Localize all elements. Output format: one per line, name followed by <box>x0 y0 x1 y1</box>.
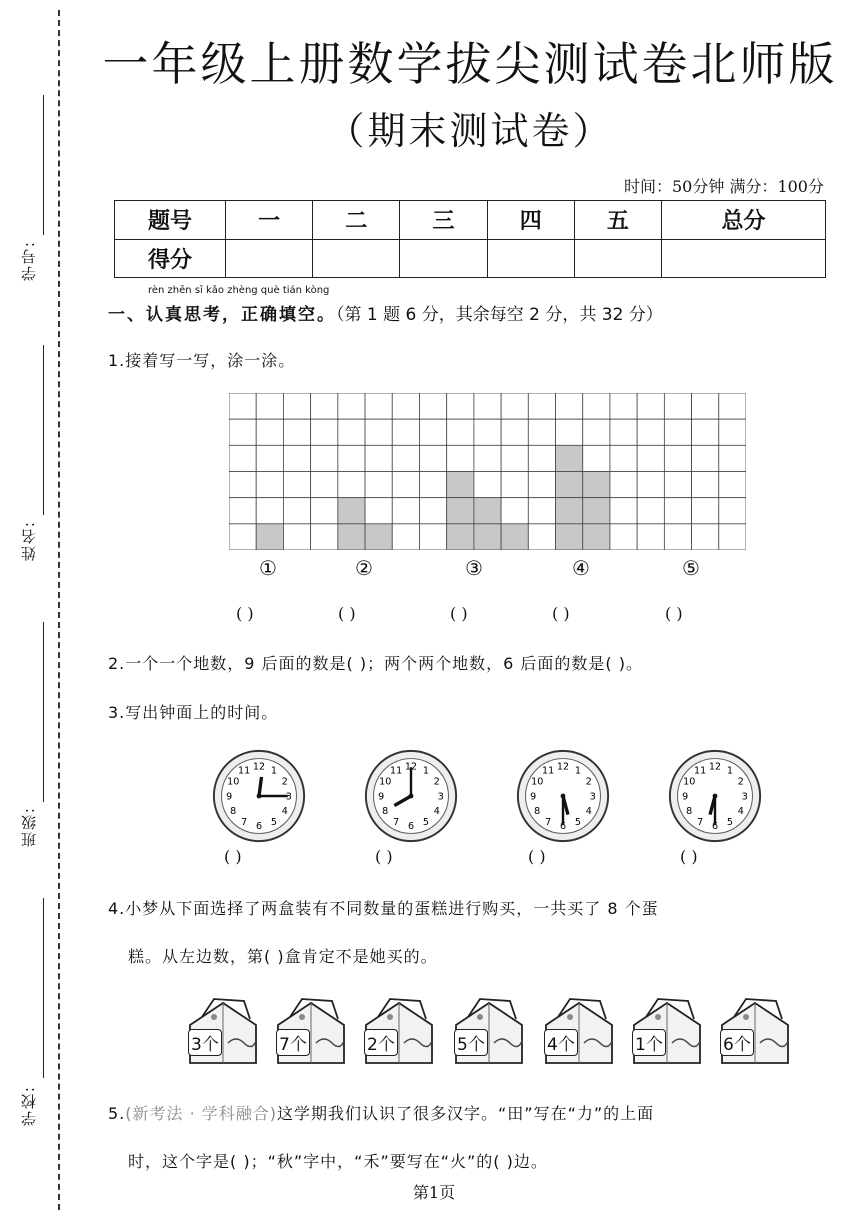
grid-cell <box>419 524 446 550</box>
grid-cell <box>338 393 365 419</box>
name-label: 姓名: <box>20 520 38 562</box>
box-emblem <box>299 1014 305 1020</box>
grid-cell-shaded <box>556 445 583 471</box>
exam-meta: 时间：50分钟 满分：100分 <box>624 177 824 196</box>
grid-cell-shaded <box>583 472 610 498</box>
grid-cell <box>610 445 637 471</box>
grid-cell <box>664 524 691 550</box>
answer-blank[interactable]: ( ) <box>680 847 698 866</box>
grid-cell <box>256 498 283 524</box>
grid-cell <box>583 419 610 445</box>
clock-numeral: 4 <box>585 806 592 818</box>
section-note: （第 1 题 6 分，其余每空 2 分，共 32 分） <box>336 305 663 325</box>
answer-blank[interactable]: ( ) <box>528 847 546 866</box>
grid-cell <box>392 498 419 524</box>
grid-cell <box>528 524 555 550</box>
grid-cell <box>229 419 256 445</box>
clock-numeral: 5 <box>574 817 581 829</box>
clock-numeral: 1 <box>270 765 277 777</box>
student-no-rule <box>43 95 44 235</box>
grid-cell-shaded <box>338 524 365 550</box>
class-rule <box>43 622 44 802</box>
answer-blank[interactable]: ( ) <box>224 847 242 866</box>
grid-cell <box>283 524 310 550</box>
grid-cell <box>365 472 392 498</box>
grid-cell <box>583 445 610 471</box>
clock-numeral: 1 <box>422 765 429 777</box>
grid-cell <box>664 498 691 524</box>
cake-count-label: 3个 <box>188 1029 222 1056</box>
grid-cell <box>419 445 446 471</box>
school-rule <box>43 898 44 1078</box>
grid-cell <box>311 445 338 471</box>
grid-cell <box>664 445 691 471</box>
grid-cell <box>528 472 555 498</box>
box-emblem <box>211 1014 217 1020</box>
grid-cell-shaded <box>365 524 392 550</box>
score-header-cell: 总分 <box>662 201 826 240</box>
grid-cell <box>610 393 637 419</box>
score-input-cell[interactable] <box>400 239 487 278</box>
clock-numeral: 6 <box>559 821 567 833</box>
student-no-label: 学号: <box>20 240 38 282</box>
clock-numeral: 10 <box>531 776 544 788</box>
grid-cell <box>610 498 637 524</box>
grid-cell <box>692 524 719 550</box>
grid-cell <box>692 393 719 419</box>
clock-numeral: 1 <box>726 765 733 777</box>
clock-numeral: 3 <box>285 791 292 803</box>
grid-cell <box>692 472 719 498</box>
grid-label: ② <box>355 556 373 580</box>
grid-cell <box>229 445 256 471</box>
page-title: 一年级上册数学拔尖测试卷北师版 <box>102 37 838 91</box>
grid-cell <box>365 445 392 471</box>
clock-numeral: 3 <box>437 791 444 803</box>
clock-center <box>257 794 262 799</box>
grid-label: ① <box>259 556 277 580</box>
score-table-score-row <box>115 239 826 278</box>
clock-numeral: 2 <box>737 776 744 788</box>
grid-cell <box>392 419 419 445</box>
cake-count-label: 6个 <box>720 1029 754 1056</box>
score-header-cell: 四 <box>487 201 574 240</box>
clock-numeral: 8 <box>686 806 693 818</box>
grid-cell <box>229 393 256 419</box>
grid-cell <box>637 524 664 550</box>
grid-cell <box>501 472 528 498</box>
question-5-line-1 <box>108 1101 654 1124</box>
clock-numeral: 5 <box>422 817 429 829</box>
box-emblem <box>655 1014 661 1020</box>
grid-cell <box>501 445 528 471</box>
clock-numeral: 3 <box>589 791 596 803</box>
grid-cell <box>392 393 419 419</box>
box-emblem <box>743 1014 749 1020</box>
grid-cell <box>419 419 446 445</box>
grid-cell <box>664 472 691 498</box>
grid-cell-shaded <box>256 524 283 550</box>
cake-count-label: 5个 <box>454 1029 488 1056</box>
grid-cell <box>365 419 392 445</box>
score-input-cell[interactable] <box>226 239 313 278</box>
grid-cell <box>719 498 746 524</box>
grid-cell-shaded <box>583 524 610 550</box>
grid-cell <box>610 472 637 498</box>
clock-numeral: 5 <box>270 817 277 829</box>
grid-label: ③ <box>465 556 483 580</box>
clock-numeral: 1 <box>574 765 581 777</box>
grid-cell <box>256 472 283 498</box>
clock-numeral: 4 <box>737 806 744 818</box>
score-header-cell: 二 <box>313 201 400 240</box>
grid-cell <box>610 524 637 550</box>
grid-cell <box>447 419 474 445</box>
grid-label: ④ <box>572 556 590 580</box>
grid-cell <box>474 472 501 498</box>
clock-numeral: 11 <box>390 765 403 777</box>
name-rule <box>43 345 44 515</box>
clock-numeral: 9 <box>682 791 689 803</box>
cake-count-label: 1个 <box>632 1029 666 1056</box>
score-header-cell: 三 <box>400 201 487 240</box>
grid-label: ⑤ <box>682 556 700 580</box>
clock-numeral: 3 <box>741 791 748 803</box>
grid-cell <box>392 524 419 550</box>
question-5-line-2: 时，这个字是( )；“秋”字中，“禾”要写在“火”的( )边。 <box>128 1152 548 1171</box>
cake-count-label: 7个 <box>276 1029 310 1056</box>
grid-cell-shaded <box>556 498 583 524</box>
clock-numeral: 12 <box>708 761 722 773</box>
grid-cell-shaded <box>556 472 583 498</box>
clock-face-icon <box>667 748 763 844</box>
question-5-text: 这学期我们认识了很多汉字。“田”写在“力”的上面 <box>277 1104 655 1123</box>
clock-numeral: 2 <box>433 776 440 788</box>
grid-cell <box>692 445 719 471</box>
grid-cell <box>719 524 746 550</box>
grid-cell <box>229 498 256 524</box>
grid-cell <box>283 445 310 471</box>
score-table-header-row <box>115 201 826 240</box>
grid-cell <box>283 419 310 445</box>
question-tag: (新考法 · 学科融合) <box>125 1104 278 1123</box>
clock-numeral: 11 <box>694 765 707 777</box>
square-grid <box>229 393 746 550</box>
clock-numeral: 11 <box>542 765 555 777</box>
clock-numeral: 12 <box>252 761 266 773</box>
grid-cell <box>283 498 310 524</box>
box-emblem <box>567 1014 573 1020</box>
clock-numeral: 5 <box>726 817 733 829</box>
grid-cell <box>229 524 256 550</box>
binding-dashed-line <box>58 10 60 1210</box>
grid-cell <box>556 419 583 445</box>
answer-blank[interactable]: ( ) <box>450 604 468 623</box>
question-5-number: 5. <box>108 1104 126 1123</box>
clock-numeral: 8 <box>534 806 541 818</box>
grid-cell <box>692 498 719 524</box>
grid-cell <box>528 393 555 419</box>
clock-numeral: 6 <box>407 821 415 833</box>
grid-cell <box>528 445 555 471</box>
clock-numeral: 7 <box>393 817 400 829</box>
grid-cell <box>311 472 338 498</box>
clock-numeral: 2 <box>281 776 288 788</box>
grid-cell <box>338 472 365 498</box>
grid-cell <box>365 498 392 524</box>
grid-cell <box>556 393 583 419</box>
grid-cell <box>283 472 310 498</box>
class-label: 班级: <box>20 806 38 848</box>
grid-cell <box>637 445 664 471</box>
question-4-line-2: 糕。从左边数，第( )盒肯定不是她买的。 <box>128 947 438 966</box>
grid-cell <box>256 445 283 471</box>
clock-numeral: 7 <box>545 817 552 829</box>
grid-cell <box>419 498 446 524</box>
grid-cell <box>637 419 664 445</box>
clock-numeral: 8 <box>382 806 389 818</box>
grid-cell <box>447 393 474 419</box>
clock-numeral: 9 <box>378 791 385 803</box>
grid-cell <box>392 472 419 498</box>
grid-cell <box>719 445 746 471</box>
school-label: 学校: <box>20 1085 38 1127</box>
grid-cell <box>664 393 691 419</box>
score-header-cell: 五 <box>574 201 661 240</box>
grid-cell <box>719 393 746 419</box>
clock-numeral: 4 <box>281 806 288 818</box>
clock-numeral: 8 <box>230 806 237 818</box>
clock-numeral: 10 <box>683 776 696 788</box>
grid-cell-shaded <box>447 524 474 550</box>
grid-cell <box>664 419 691 445</box>
grid-cell-shaded <box>474 498 501 524</box>
clock-numeral: 11 <box>238 765 251 777</box>
score-input-cell[interactable] <box>487 239 574 278</box>
box-emblem <box>387 1014 393 1020</box>
clock-face-icon <box>363 748 459 844</box>
grid-cell <box>474 419 501 445</box>
clock-numeral: 6 <box>255 821 263 833</box>
grid-cell <box>311 498 338 524</box>
score-input-cell[interactable] <box>574 239 661 278</box>
grid-cell <box>719 472 746 498</box>
score-table <box>114 200 826 278</box>
clock-numeral: 10 <box>379 776 392 788</box>
grid-cell <box>283 393 310 419</box>
grid-cell <box>528 419 555 445</box>
clock-numeral: 12 <box>556 761 570 773</box>
grid-cell-shaded <box>556 524 583 550</box>
clock-face-icon <box>211 748 307 844</box>
clock-numeral: 7 <box>697 817 704 829</box>
grid-cell <box>501 419 528 445</box>
answer-blank[interactable]: ( ) <box>236 604 254 623</box>
grid-cell-shaded <box>447 498 474 524</box>
clock-numeral: 4 <box>433 806 440 818</box>
grid-cell <box>528 498 555 524</box>
question-3: 3.写出钟面上的时间。 <box>108 703 279 722</box>
grid-cell-shaded <box>447 472 474 498</box>
section-pinyin: rèn zhēn sī kǎo zhèng què tián kòng <box>148 285 330 296</box>
page-subtitle: （期末测试卷） <box>326 109 614 153</box>
section-heading-text: 一、认真思考，正确填空。 <box>108 305 336 325</box>
score-row-label: 得分 <box>115 239 226 278</box>
cake-count-label: 2个 <box>364 1029 398 1056</box>
grid-cell <box>311 393 338 419</box>
clock-numeral: 9 <box>530 791 537 803</box>
score-input-cell[interactable] <box>313 239 400 278</box>
grid-cell <box>447 445 474 471</box>
grid-cell <box>474 445 501 471</box>
question-1: 1.接着写一写，涂一涂。 <box>108 351 296 370</box>
grid-cell <box>637 393 664 419</box>
answer-blank[interactable]: ( ) <box>338 604 356 623</box>
clock-numeral: 7 <box>241 817 248 829</box>
grid-cell <box>365 393 392 419</box>
grid-cell <box>256 419 283 445</box>
question-2: 2.一个一个地数，9 后面的数是( )；两个两个地数，6 后面的数是( )。 <box>108 654 643 673</box>
grid-cell <box>338 419 365 445</box>
clock-center <box>713 794 718 799</box>
grid-cell <box>474 393 501 419</box>
grid-cell <box>637 498 664 524</box>
grid-cell-shaded <box>583 498 610 524</box>
grid-cell <box>637 472 664 498</box>
clock-face-icon <box>515 748 611 844</box>
answer-blank[interactable]: ( ) <box>552 604 570 623</box>
grid-cell <box>610 419 637 445</box>
grid-cell <box>583 393 610 419</box>
clock-numeral: 2 <box>585 776 592 788</box>
score-header-cell: 题号 <box>115 201 226 240</box>
grid-cell <box>501 498 528 524</box>
clock-numeral: 12 <box>404 761 418 773</box>
grid-cell-shaded <box>474 524 501 550</box>
clock-numeral: 6 <box>711 821 719 833</box>
grid-cell <box>229 472 256 498</box>
box-emblem <box>477 1014 483 1020</box>
clock-numeral: 10 <box>227 776 240 788</box>
grid-cell <box>501 393 528 419</box>
grid-cell <box>311 419 338 445</box>
grid-cell <box>419 393 446 419</box>
section-heading <box>108 300 663 325</box>
answer-blank[interactable]: ( ) <box>375 847 393 866</box>
grid-cell <box>692 419 719 445</box>
grid-cell <box>256 393 283 419</box>
cake-count-label: 4个 <box>544 1029 578 1056</box>
clock-center <box>409 794 414 799</box>
score-input-cell[interactable] <box>662 239 826 278</box>
grid-cell <box>338 445 365 471</box>
grid-cell <box>419 472 446 498</box>
page-number: 第1页 <box>412 1183 456 1202</box>
clock-center <box>561 794 566 799</box>
grid-cell <box>719 419 746 445</box>
grid-cell-shaded <box>338 498 365 524</box>
grid-cell-shaded <box>501 524 528 550</box>
clock-numeral: 9 <box>226 791 233 803</box>
grid-cell <box>311 524 338 550</box>
answer-blank[interactable]: ( ) <box>665 604 683 623</box>
grid-cell <box>392 445 419 471</box>
question-4-line-1: 4.小梦从下面选择了两盒装有不同数量的蛋糕进行购买，一共买了 8 个蛋 <box>108 899 659 918</box>
score-header-cell: 一 <box>226 201 313 240</box>
